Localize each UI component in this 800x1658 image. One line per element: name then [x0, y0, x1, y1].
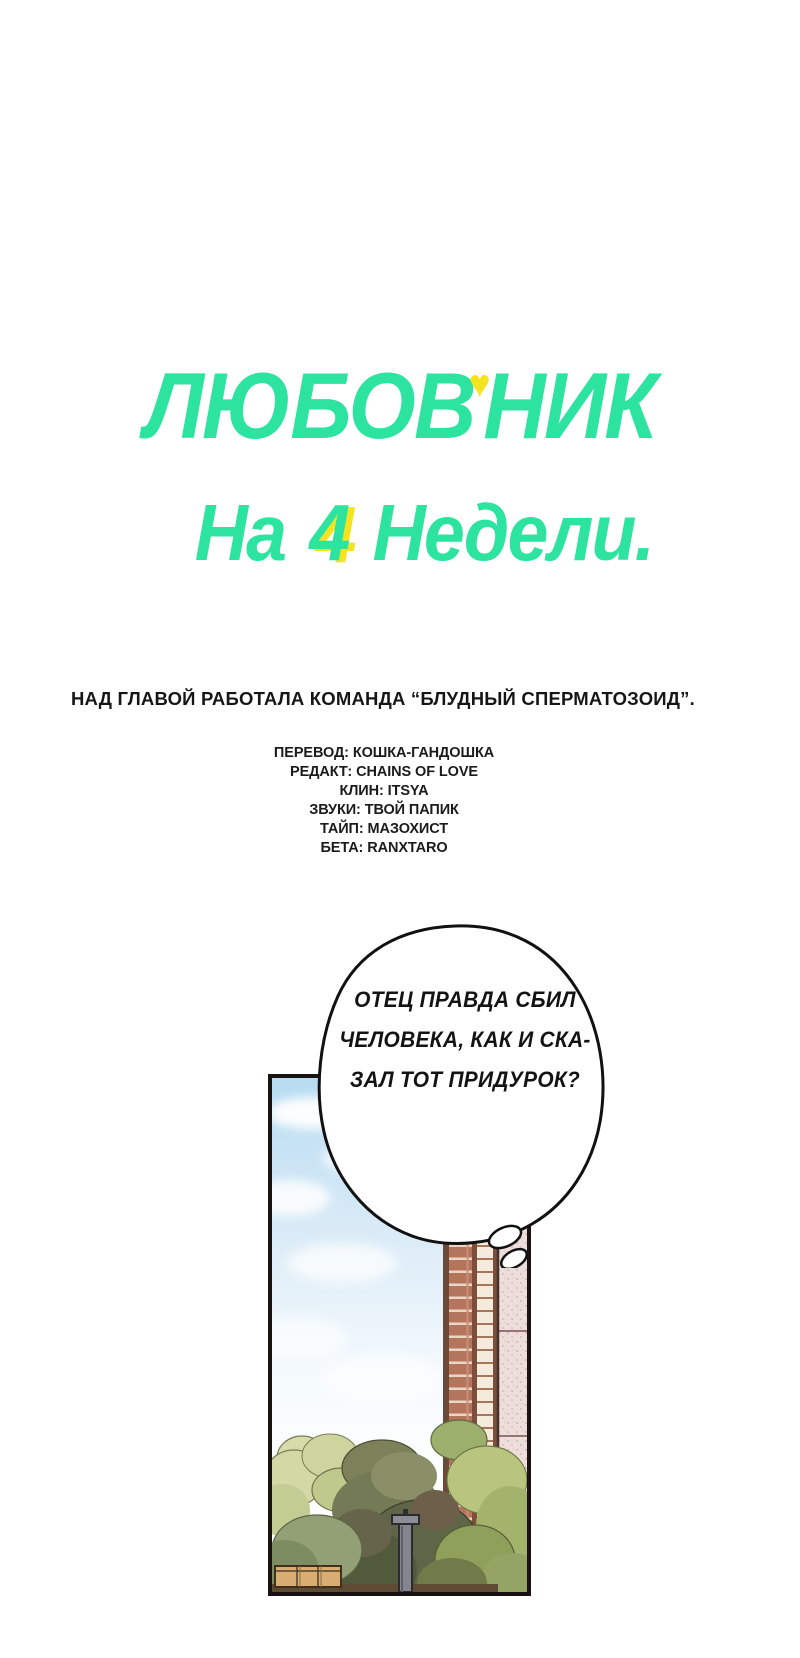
title-line2-post: Недели.: [372, 488, 654, 577]
credit-line-type: [0, 820, 784, 839]
credit-line-clean: [0, 782, 784, 801]
credit-name: ITSYA: [387, 783, 429, 799]
credit-line-translate: [0, 744, 784, 763]
title-line1-pre: ЛЮБОВ: [144, 353, 475, 458]
credit-role: БЕТА:: [320, 840, 364, 856]
credit-line-edit: [0, 763, 784, 782]
credit-name: ТВОЙ ПАПИК: [364, 802, 459, 818]
title-line1-post: НИК: [483, 353, 656, 458]
credit-role: КЛИН:: [339, 783, 384, 799]
title-line-2: [56, 485, 792, 581]
credit-name: RANXTARO: [367, 840, 448, 856]
team-credit-line: НАД ГЛАВОЙ РАБОТАЛА КОМАНДА “БЛУДНЫЙ СПЕРМАТОЗОИД”.: [71, 688, 695, 709]
title-line2-pre: На: [194, 488, 286, 577]
bubble-line: ЧЕЛОВЕКА, КАК И СКА-: [339, 1027, 591, 1052]
credit-line-sfx: [0, 801, 784, 820]
chapter-title-logo: [0, 352, 800, 581]
credit-role: ТАЙП:: [320, 821, 364, 837]
credits-list: [0, 744, 784, 858]
title-number-4: 4: [309, 488, 349, 577]
credit-role: РЕДАКТ:: [290, 764, 353, 780]
speech-bubble-text: [335, 980, 595, 1100]
credit-role: ЗВУКИ:: [309, 802, 361, 818]
title-line-1: [32, 352, 768, 479]
credit-role: ПЕРЕВОД:: [273, 745, 349, 761]
credit-name: КОШКА-ГАНДОШКА: [352, 745, 495, 761]
credit-name: CHAINS OF LOVE: [356, 764, 478, 780]
credit-name: МАЗОХИСТ: [367, 821, 448, 837]
bubble-line: ЗАЛ ТОТ ПРИДУРОК?: [349, 1067, 581, 1092]
bubble-line: ОТЕЦ ПРАВДА СБИЛ: [354, 987, 576, 1012]
credit-line-beta: [0, 839, 784, 858]
heart-icon: ♥: [469, 361, 489, 406]
fence: [275, 1566, 341, 1587]
